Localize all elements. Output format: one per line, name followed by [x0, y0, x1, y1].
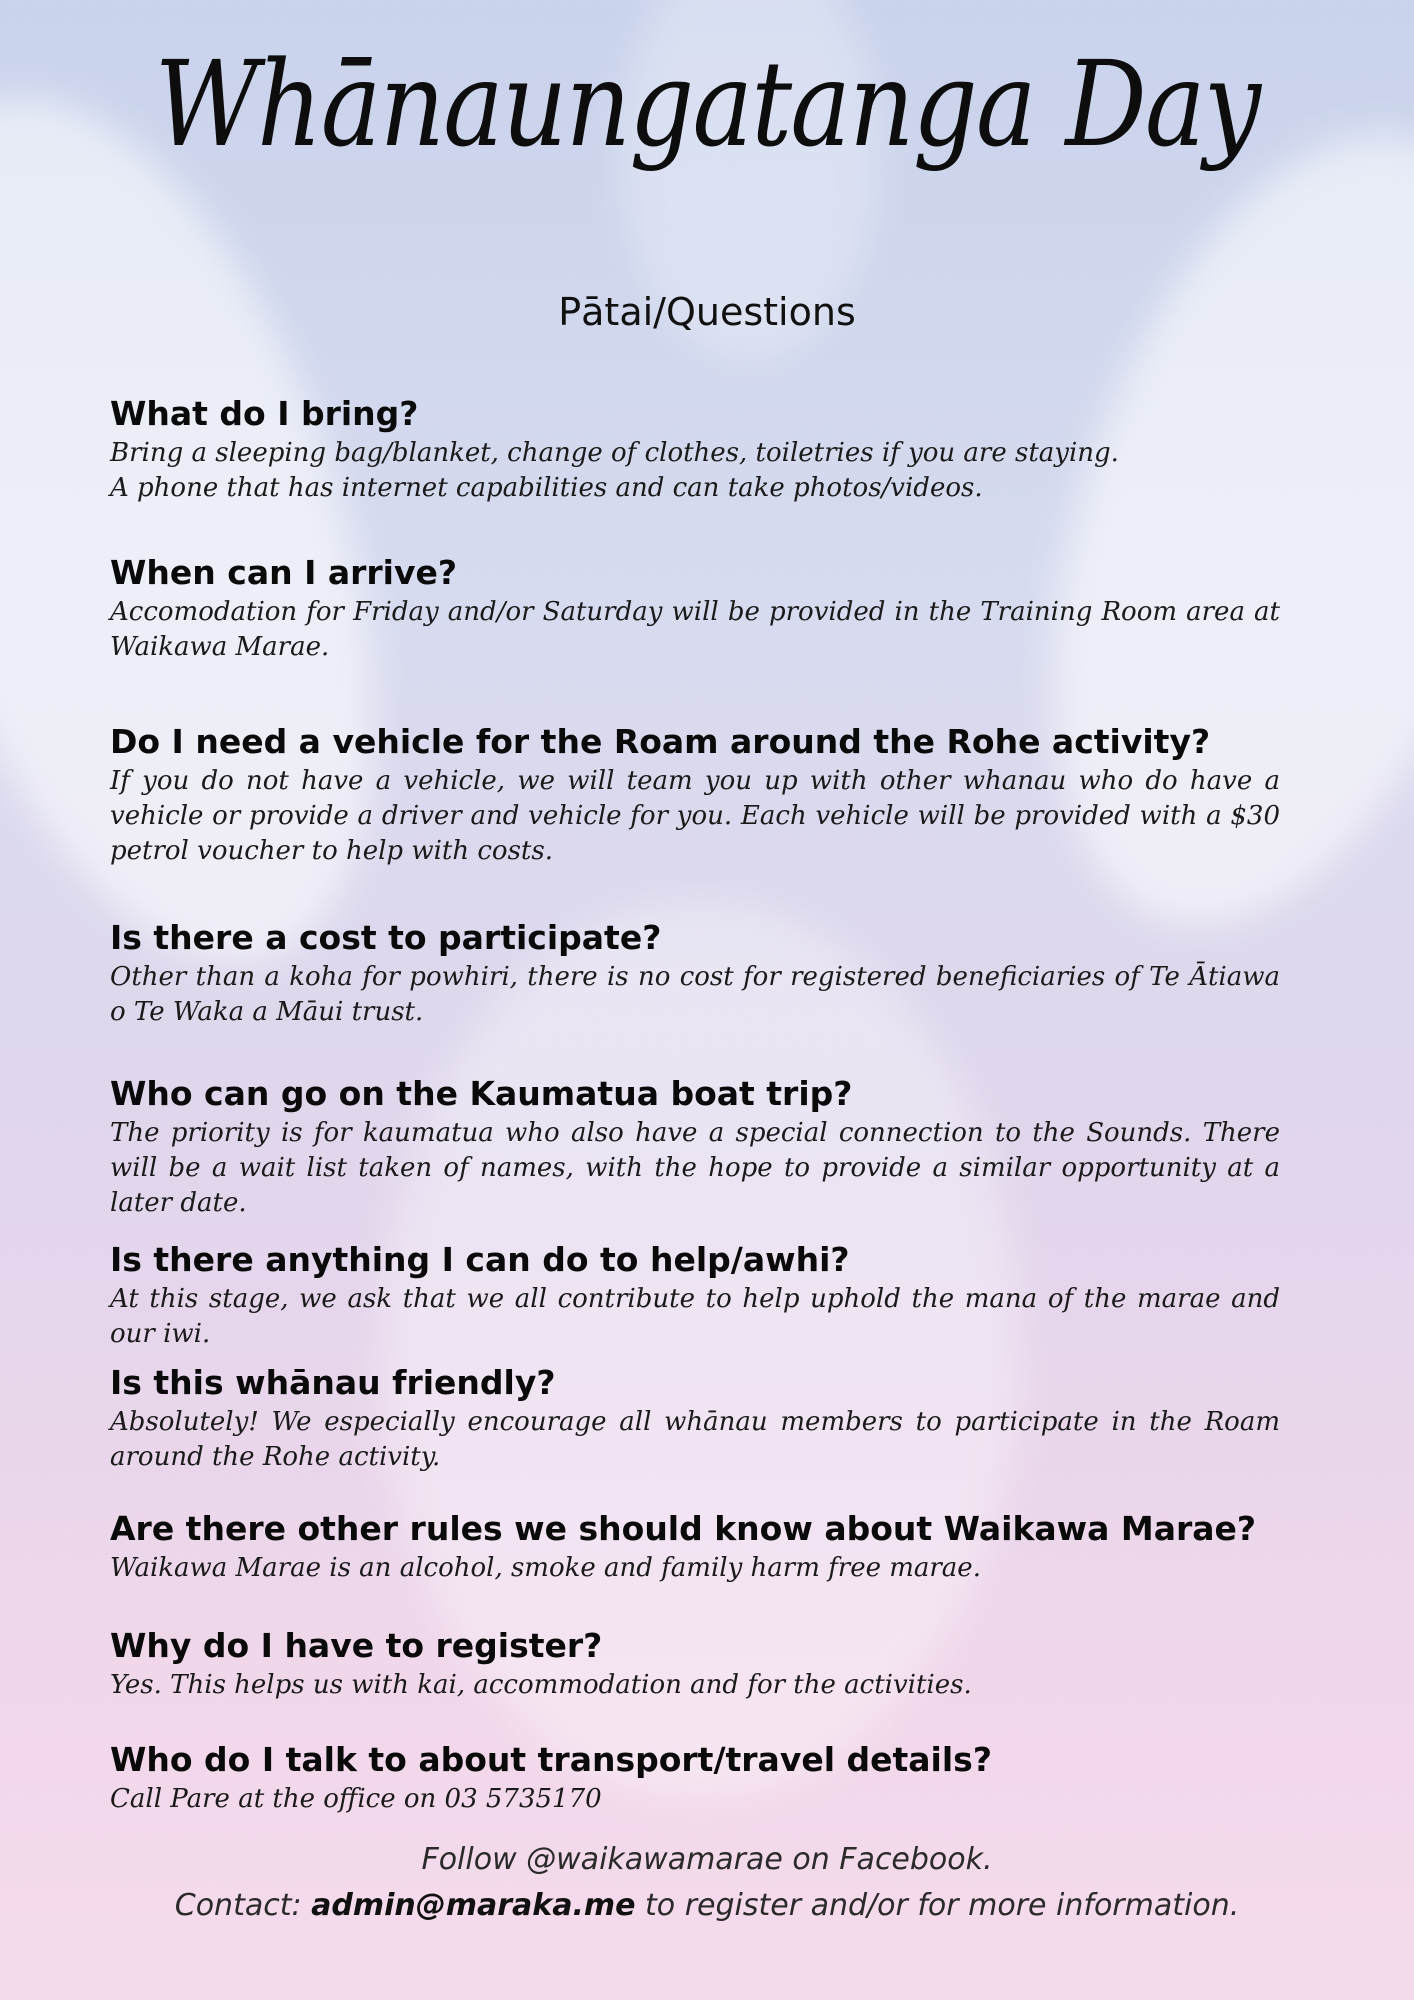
- faq-question: Who can go on the Kaumatua boat trip?: [110, 1074, 853, 1113]
- faq-answer: Absolutely! We especially encourage all whānau members to participate in the Roam around the Rohe activity.: [110, 1406, 1280, 1472]
- faq-question: Are there other rules we should know about Waikawa Marae?: [110, 1509, 1257, 1548]
- faq-question: When can I arrive?: [110, 553, 457, 592]
- faq-answer: At this stage, we ask that we all contribute to help uphold the mana of the marae and our iwi.: [110, 1283, 1280, 1349]
- faq-item: [110, 553, 1280, 665]
- page-title: Whānaungatanga Day: [154, 35, 1260, 173]
- faq-question: Who do I talk to about transport/travel details?: [110, 1740, 992, 1779]
- faq-question: Why do I have to register?: [110, 1626, 603, 1665]
- faq-item: [110, 918, 1280, 1030]
- faq-item: [110, 1363, 1280, 1475]
- facebook-follow-text: Follow @waikawamarae on Facebook.: [421, 1842, 993, 1877]
- faq-item: [110, 722, 1280, 869]
- faq-answer: Waikawa Marae is an alcohol, smoke and family harm free marae.: [110, 1552, 981, 1583]
- faq-answer: Accomodation for Friday and/or Saturday will be provided in the Training Room area at Waikawa Marae.: [110, 596, 1280, 662]
- faq-question: What do I bring?: [110, 394, 419, 433]
- faq-item: [110, 1074, 1280, 1221]
- contact-email-link[interactable]: admin@maraka.me: [311, 1888, 636, 1923]
- faq-item: [110, 1240, 1280, 1352]
- faq-answer: If you do not have a vehicle, we will team you up with other whanau who do have a vehicle or provide a driver and vehicle for you. Each vehicle will be provided with a $30 petrol voucher to help with costs.: [110, 765, 1280, 866]
- faq-question: Is this whānau friendly?: [110, 1363, 556, 1402]
- faq-item: [110, 1740, 1280, 1817]
- contact-line: [0, 1888, 1414, 1923]
- faq-answer-line: A phone that has internet capabilities and can take photos/videos.: [110, 472, 983, 503]
- faq-answer: Yes. This helps us with kai, accommodation and for the activities.: [110, 1669, 972, 1700]
- faq-item: [110, 1626, 1280, 1703]
- contact-prefix: Contact:: [174, 1888, 312, 1923]
- faq-answer: The priority is for kaumatua who also have a special connection to the Sounds. There will be a wait list taken of names, with the hope to provide a similar opportunity at a later date.: [110, 1117, 1280, 1218]
- faq-question: Is there anything I can do to help/awhi?: [110, 1240, 850, 1279]
- faq-answer-line: Bring a sleeping bag/blanket, change of clothes, toiletries if you are staying.: [110, 437, 1119, 468]
- faq-answer: Other than a koha for powhiri, there is no cost for registered beneficiaries of Te Ātiawa o Te Waka a Māui trust.: [110, 961, 1280, 1027]
- faq-item: [110, 1509, 1280, 1586]
- faq-answer: Call Pare at the office on 03 5735170: [110, 1783, 602, 1814]
- contact-suffix: to register and/or for more information.: [635, 1888, 1240, 1923]
- faq-answer: [110, 436, 1280, 506]
- faq-item: [110, 394, 1280, 506]
- faq-question: Do I need a vehicle for the Roam around the Rohe activity?: [110, 722, 1211, 761]
- faq-question: Is there a cost to participate?: [110, 918, 662, 957]
- page-subtitle: Pātai/Questions: [558, 290, 856, 334]
